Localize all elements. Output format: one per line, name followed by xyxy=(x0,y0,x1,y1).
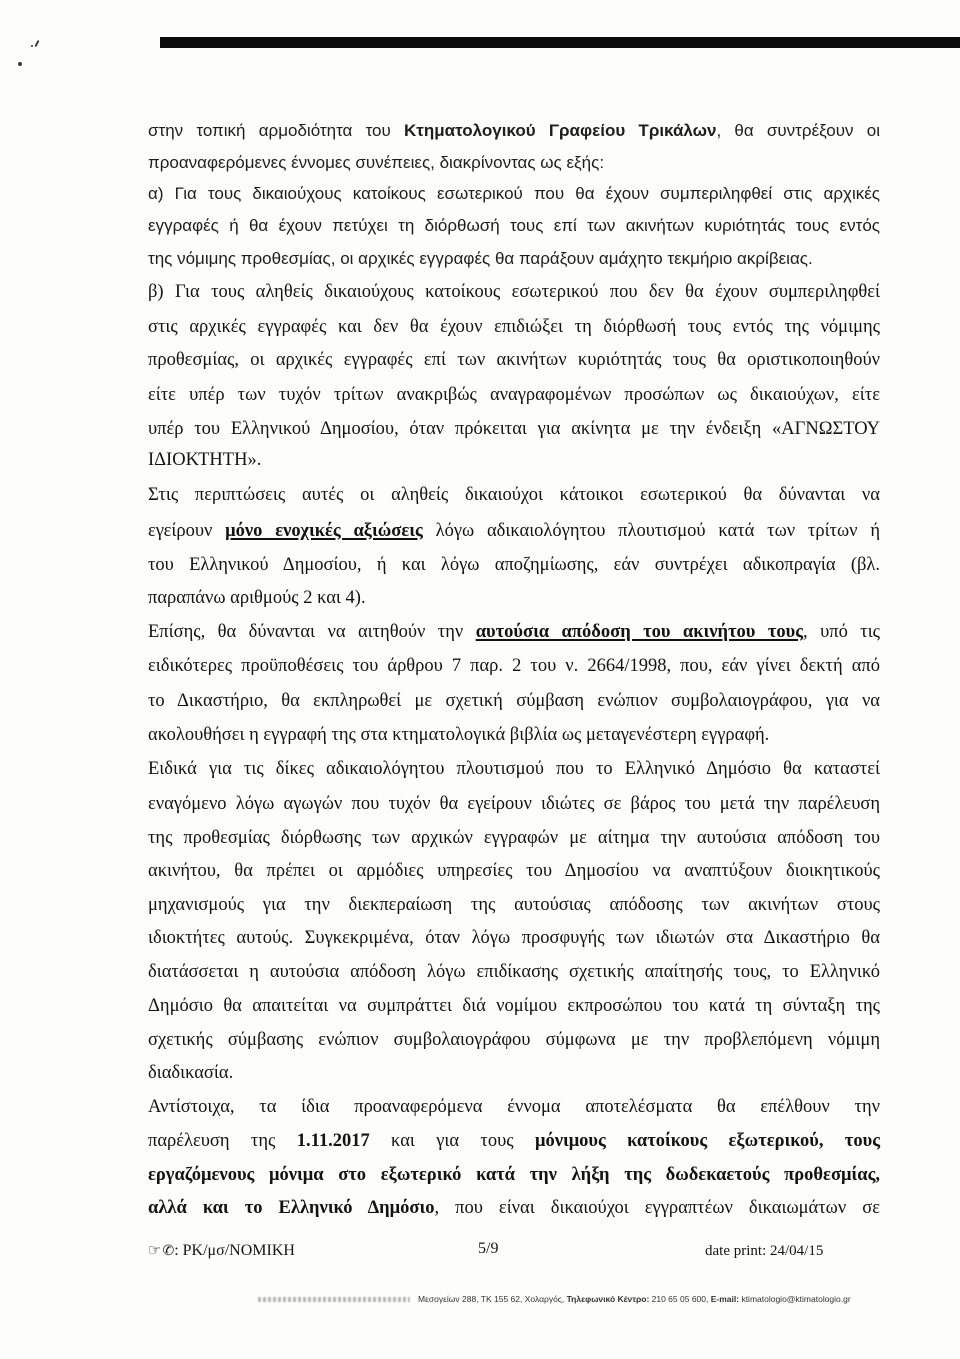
body-line xyxy=(148,617,880,647)
contact-line xyxy=(418,1293,851,1305)
body-line: το Δικαστήριο, θα εκπληρωθεί με σχετική σύμβαση ενώπιον συμβολαιογράφου, για να xyxy=(148,691,880,711)
bold-text: αλλά και το Ελληνικό Δημόσιο xyxy=(148,1198,435,1218)
line-text: λόγω αδικαιολόγητου πλουτισμού κατά των τρίτων ή xyxy=(422,521,880,541)
reference-code: : ΡΚ/μσ/ΝΟΜΙΚΗ xyxy=(174,1242,295,1259)
header-rule xyxy=(160,37,960,48)
deadline-date-bold: 1.11.2017 xyxy=(296,1131,370,1151)
body-line: είτε υπέρ των τυχόν τρίτων ανακριβώς αναγραφομένων προσώπων ως δικαιούχων, είτε xyxy=(148,385,880,405)
body-line: διατάσσεται η αυτούσια απόδοση λόγω επιδίκασης σχετικής απαίτησής τους, το Ελληνικό xyxy=(148,962,880,982)
illegible-footer-text xyxy=(258,1297,410,1302)
document-reference xyxy=(148,1237,295,1263)
body-line: β) Για τους αληθείς δικαιούχους κατοίκους εσωτερικού που δεν θα έχουν συμπεριληφθεί xyxy=(148,282,880,302)
contact-phone-label: Τηλεφωνικό Κέντρο: xyxy=(566,1294,650,1304)
body-line: Ειδικά για τις δίκες αδικαιολόγητου πλουτισμού που το Ελληνικό Δημόσιο θα καταστεί xyxy=(148,759,880,779)
body-line-bold: εργαζόμενους μόνιμα στο εξωτερικό κατά την λήξη της δωδεκαετούς προθεσμίας, xyxy=(148,1165,880,1185)
body-line xyxy=(148,1126,880,1156)
body-line: Στις περιπτώσεις αυτές οι αληθείς δικαιούχοι κάτοικοι εσωτερικού θα δύνανται να xyxy=(148,485,880,505)
body-line: διαδικασία. xyxy=(148,1063,234,1083)
contact-email-label: E-mail: xyxy=(710,1294,740,1304)
underlined-bold-text: αυτούσια απόδοση του ακινήτου τους xyxy=(475,622,804,642)
contact-email: ktimatologio@ktimatologio.gr xyxy=(739,1294,851,1304)
body-line: εναγόμενο λόγω αγωγών που τυχόν θα εγείρουν ιδιώτες σε βάρος του μετά την παρέλευση xyxy=(148,794,880,814)
office-name-bold: Κτηματολογικού Γραφείου Τρικάλων xyxy=(404,121,717,140)
body-line: μηχανισμούς για την διεκπεραίωση της αυτούσιας απόδοσης των ακινήτων στους xyxy=(148,895,880,915)
body-line: ακινήτου, θα πρέπει οι αρμόδιες υπηρεσίες του Δημοσίου να αναπτύξουν διοικητικούς xyxy=(148,861,880,881)
body-line: ειδικότερες προϋποθέσεις του άρθρου 7 παρ. 2 του ν. 2664/1998, που, εάν γίνει δεκτή από xyxy=(148,656,880,676)
line-text: στην τοπική αρμοδιότητα του xyxy=(148,121,405,140)
body-line: ΙΔΙΟΚΤΗΤΗ». xyxy=(148,450,262,470)
line-text: , υπό τις xyxy=(803,622,881,642)
body-line: προθεσμίας, οι αρχικές εγγραφές επί των ακινήτων κυριότητάς τους θα οριστικοποιηθούν xyxy=(148,350,880,370)
body-line: Αντίστοιχα, τα ίδια προαναφερόμενα έννομα αποτελέσματα θα επέλθουν την xyxy=(148,1097,880,1117)
body-line: Δημόσιο θα απαιτείται να συμπράττει διά νομίμου εκπροσώπου του κατά τη σύνταξη της xyxy=(148,996,880,1016)
line-text: και για τους xyxy=(369,1131,535,1151)
body-line: ιδιοκτήτες αυτούς. Συγκεκριμένα, όταν λόγω προσφυγής των ιδιωτών στα Δικαστήριο θα xyxy=(148,928,880,948)
body-line xyxy=(148,516,880,546)
body-line: εγγραφές ή θα έχουν πετύχει τη διόρθωσή τους επί των ακινήτων κυριότητάς τους εντός xyxy=(148,216,880,235)
line-text: Επίσης, θα δύνανται να αιτηθούν την xyxy=(148,622,476,642)
body-line: του Ελληνικού Δημοσίου, ή και λόγω αποζημίωσης, εάν συντρέχει αδικοπραγία (βλ. xyxy=(148,555,880,575)
body-line: της νόμιμης προθεσμίας, οι αρχικές εγγραφές θα παράξουν αμάχητο τεκμήριο ακρίβειας. xyxy=(148,249,813,268)
body-line: στις αρχικές εγγραφές και δεν θα έχουν επιδιώξει τη διόρθωσή τους εντός της νόμιμης xyxy=(148,317,880,337)
body-line: υπέρ του Ελληνικού Δημοσίου, όταν πρόκειται για ακίνητα με την ένδειξη «ΑΓΝΩΣΤΟΥ xyxy=(148,419,880,439)
body-line: παραπάνω αριθμούς 2 και 4). xyxy=(148,588,366,608)
body-line: α) Για τους δικαιούχους κατοίκους εσωτερικού που θα έχουν συμπεριληφθεί στις αρχικές xyxy=(148,184,880,203)
contact-address: Μεσογείων 288, ΤΚ 155 62, Χολαργός, xyxy=(418,1294,567,1304)
line-text: εγείρουν xyxy=(148,521,226,541)
scan-speck xyxy=(18,62,22,66)
pointing-hand-icon: ☞ xyxy=(148,1241,162,1259)
line-text: , που είναι δικαιούχοι εγγραπτέων δικαιωμάτων σε xyxy=(434,1198,881,1218)
line-text: , θα συντρέξουν οι xyxy=(716,121,880,140)
line-text: παρέλευση της xyxy=(148,1131,297,1151)
date-print: date print: 24/04/15 xyxy=(705,1243,824,1259)
scan-speck xyxy=(31,45,33,47)
body-line xyxy=(148,1193,880,1223)
body-line: ακολουθήσει η εγγραφή της στα κτηματολογικά βιβλία ως μεταγενέστερη εγγραφή. xyxy=(148,725,770,745)
page-number: 5/9 xyxy=(478,1240,499,1257)
scan-speck xyxy=(34,40,39,47)
bold-text: μόνιμους κατοίκους εξωτερικού, τους xyxy=(534,1131,880,1151)
body-line: σχετικής σύμβασης ενώπιον συμβολαιογράφου σύμφωνα με την προβλεπόμενη νόμιμη xyxy=(148,1030,880,1050)
underlined-bold-text: μόνο ενοχικές αξιώσεις xyxy=(225,521,423,541)
phone-icon: ✆ xyxy=(162,1243,175,1259)
body-line: προαναφερόμενες έννομες συνέπειες, διακρίνοντας ως εξής: xyxy=(148,153,605,172)
contact-phone: 210 65 05 600, xyxy=(649,1294,711,1304)
body-line: της προθεσμίας διόρθωσης των αρχικών εγγραφών με αίτημα την αυτούσια απόδοση του xyxy=(148,828,880,848)
body-line xyxy=(148,116,880,146)
